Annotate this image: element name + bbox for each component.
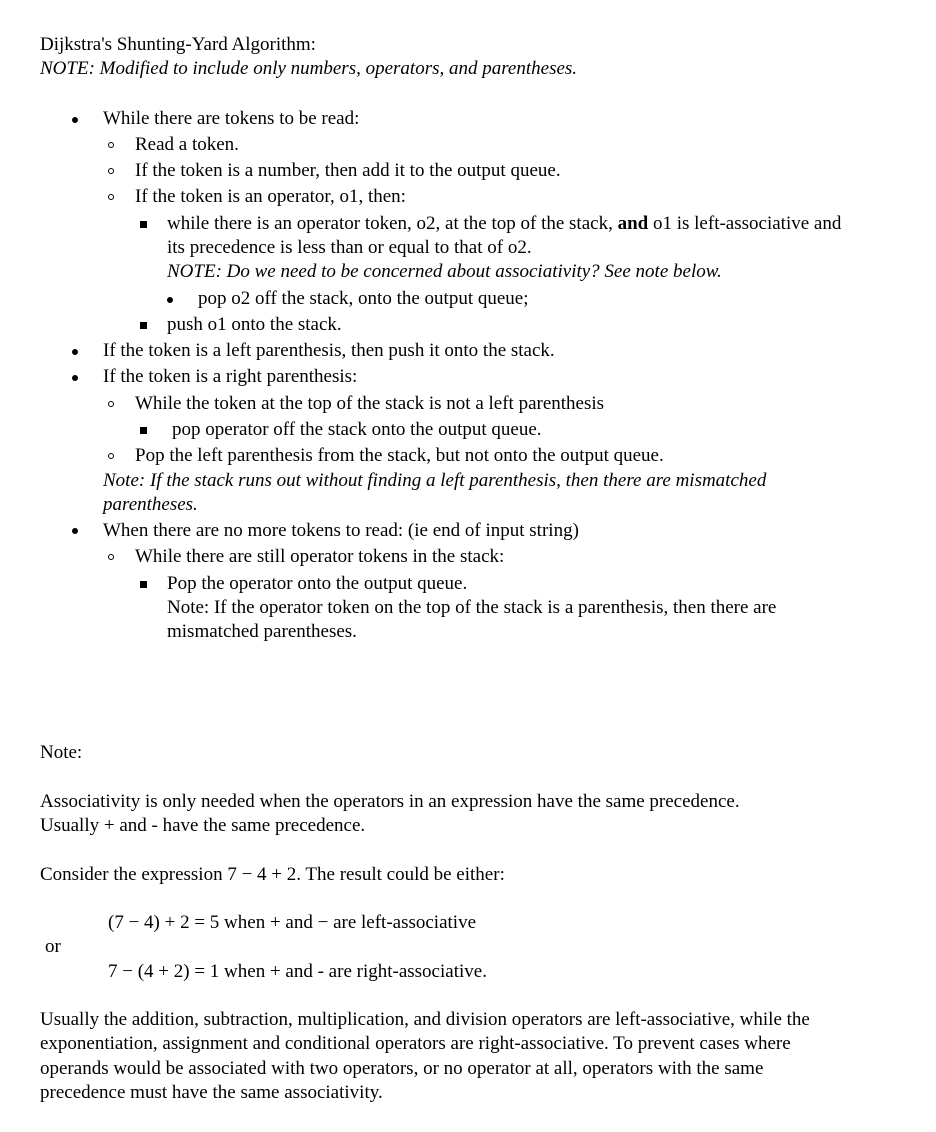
document-title: Dijkstra's Shunting-Yard Algorithm: xyxy=(40,34,316,55)
bullet-icon xyxy=(72,528,78,534)
subtitle-note: NOTE: Modified to include only numbers, operators, and parentheses. xyxy=(40,58,578,79)
list-item: While there are still operator tokens in the stack: xyxy=(135,546,505,567)
circle-bullet-icon xyxy=(108,401,114,407)
paragraph-line: precedence must have the same associativity. xyxy=(40,1082,383,1103)
note-heading: Note: xyxy=(40,742,83,763)
list-item: If the token is a number, then add it to the output queue. xyxy=(135,160,561,181)
paragraph-line: exponentiation, assignment and conditional operators are right-associative. To prevent cases where xyxy=(40,1033,791,1054)
inline-note: Note: If the stack runs out without finding a left parenthesis, then there are mismatched xyxy=(103,470,767,491)
list-item: When there are no more tokens to read: (ie end of input string) xyxy=(103,520,579,541)
circle-bullet-icon xyxy=(108,554,114,560)
list-item: pop o2 off the stack, onto the output queue; xyxy=(198,288,529,309)
inline-note: NOTE: Do we need to be concerned about associativity? See note below. xyxy=(167,261,722,282)
inline-note: Note: If the operator token on the top of the stack is a parenthesis, then there are xyxy=(167,597,777,618)
list-item: Read a token. xyxy=(135,134,239,155)
circle-bullet-icon xyxy=(108,194,114,200)
example-expression: 7 − (4 + 2) = 1 when + and - are right-associative. xyxy=(108,961,487,982)
list-item: If the token is a right parenthesis: xyxy=(103,366,358,387)
item-text: o1 is left-associative and xyxy=(648,213,842,234)
list-item: push o1 onto the stack. xyxy=(167,314,342,335)
inline-note-continuation: parentheses. xyxy=(103,494,198,515)
inline-note-continuation: mismatched parentheses. xyxy=(167,621,357,642)
paragraph-line: Usually the addition, subtraction, multiplication, and division operators are left-associative, while the xyxy=(40,1009,810,1030)
list-item: While the token at the top of the stack is not a left parenthesis xyxy=(135,393,605,414)
paragraph-line: Usually + and - have the same precedence. xyxy=(40,815,366,836)
bullet-icon xyxy=(167,297,173,303)
list-item: While there are tokens to be read: xyxy=(103,108,360,129)
paragraph-line: Consider the expression 7 − 4 + 2. The result could be either: xyxy=(40,864,505,885)
square-bullet-icon xyxy=(140,322,147,329)
list-item: Pop the left parenthesis from the stack, but not onto the output queue. xyxy=(135,445,664,466)
list-item: Pop the operator onto the output queue. xyxy=(167,573,468,594)
bullet-icon xyxy=(72,117,78,123)
circle-bullet-icon xyxy=(108,142,114,148)
paragraph-line: Associativity is only needed when the operators in an expression have the same precedence. xyxy=(40,791,740,812)
circle-bullet-icon xyxy=(108,168,114,174)
list-item xyxy=(167,212,841,236)
list-item: pop operator off the stack onto the output queue. xyxy=(172,419,542,440)
paragraph-line: operands would be associated with two operators, or no operator at all, operators with the same xyxy=(40,1058,764,1079)
square-bullet-icon xyxy=(140,427,147,434)
or-text: or xyxy=(45,936,61,957)
example-expression: (7 − 4) + 2 = 5 when + and − are left-associative xyxy=(108,912,477,933)
circle-bullet-icon xyxy=(108,453,114,459)
bold-text: and xyxy=(617,213,649,234)
list-item-continuation: its precedence is less than or equal to that of o2. xyxy=(167,237,532,258)
item-text: while there is an operator token, o2, at the top of the stack, xyxy=(167,213,618,234)
square-bullet-icon xyxy=(140,581,147,588)
bullet-icon xyxy=(72,349,78,355)
list-item: If the token is a left parenthesis, then push it onto the stack. xyxy=(103,340,555,361)
square-bullet-icon xyxy=(140,221,147,228)
bullet-icon xyxy=(72,375,78,381)
list-item: If the token is an operator, o1, then: xyxy=(135,186,406,207)
